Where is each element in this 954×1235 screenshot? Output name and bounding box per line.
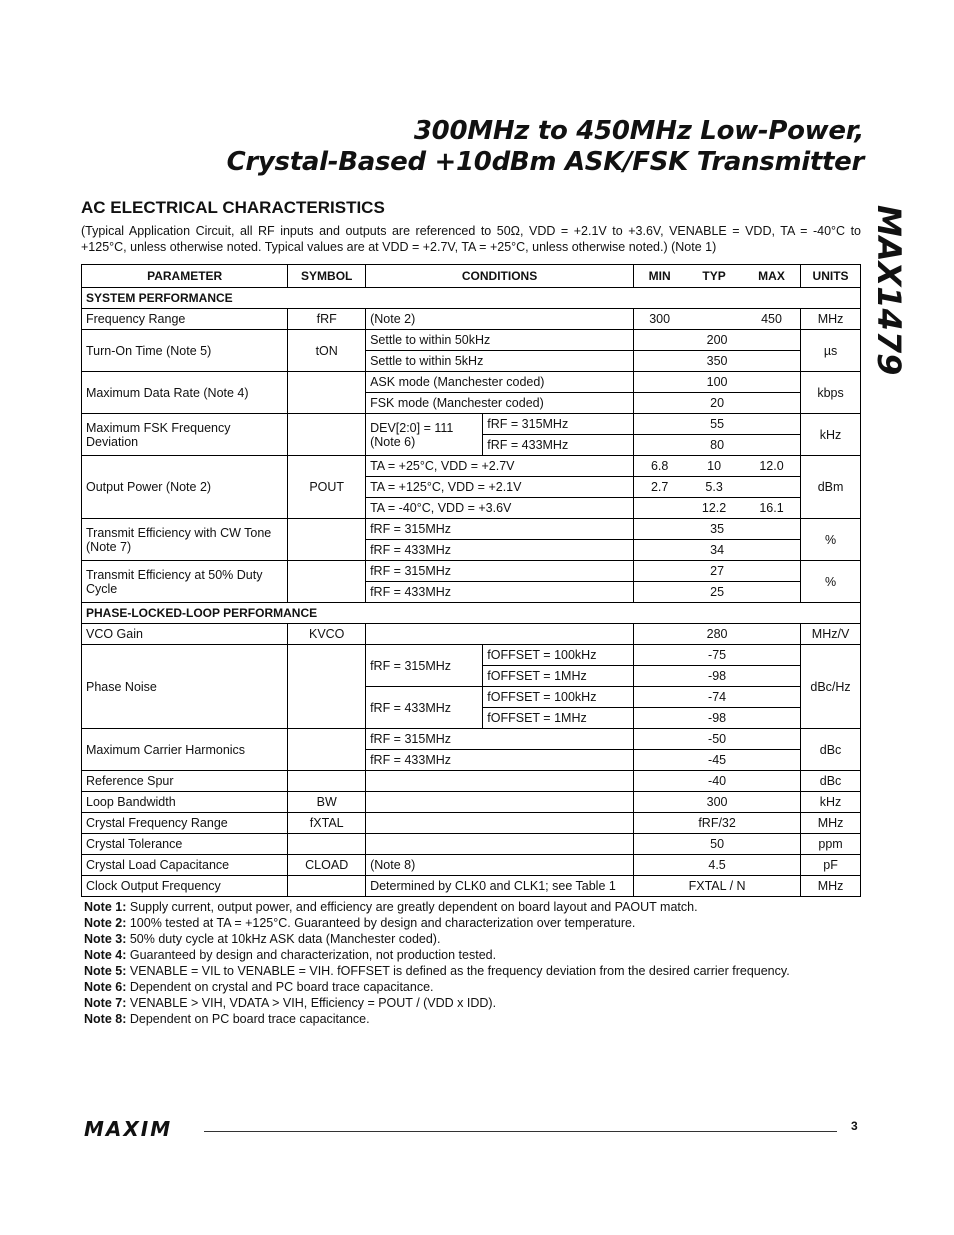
note-item: Note 1: Supply current, output power, and efficiency are greatly dependent on board layout and PAOUT match. (84, 900, 698, 914)
typ-cell: -45 (634, 750, 801, 771)
param-cell: VCO Gain (82, 624, 288, 645)
cond-cell: fRF = 315MHz (366, 729, 634, 750)
param-cell: Transmit Efficiency at 50% Duty Cycle (82, 561, 288, 603)
min-cell: 300 (634, 309, 686, 330)
table-row (82, 792, 861, 813)
typ-cell: 200 (634, 330, 801, 351)
units-cell: % (801, 561, 861, 603)
table-row (82, 729, 861, 750)
cond-cell: fRF = 433MHz (366, 687, 483, 729)
symbol-cell: fRF (288, 309, 366, 330)
table-row (82, 624, 861, 645)
param-cell: Crystal Tolerance (82, 834, 288, 855)
cond-cell: fOFFSET = 100kHz (483, 645, 634, 666)
table-row (82, 813, 861, 834)
max-cell: 12.0 (743, 456, 801, 477)
units-cell: dBc (801, 729, 861, 771)
param-cell: Crystal Load Capacitance (82, 855, 288, 876)
cond-cell: Determined by CLK0 and CLK1; see Table 1 (366, 876, 634, 897)
cond-cell: fOFFSET = 1MHz (483, 708, 634, 729)
typ-cell: -98 (634, 666, 801, 687)
section-label: PHASE-LOCKED-LOOP PERFORMANCE (82, 603, 861, 624)
note-item: Note 5: VENABLE = VIL to VENABLE = VIH. fOFFSET is defined as the frequency deviation from the desired carrier frequency. (84, 964, 790, 978)
footer-divider (204, 1131, 837, 1132)
typ-cell: 80 (634, 435, 801, 456)
typ-cell: -40 (634, 771, 801, 792)
col-header: SYMBOL (288, 265, 366, 288)
table-row (82, 771, 861, 792)
max-cell: 16.1 (743, 498, 801, 519)
typ-cell: 50 (634, 834, 801, 855)
ac-characteristics-table (81, 264, 861, 897)
param-cell: Transmit Efficiency with CW Tone (Note 7) (82, 519, 288, 561)
note-item: Note 2: 100% tested at TA = +125°C. Guaranteed by design and characterization over temperature. (84, 916, 636, 930)
cond-cell: fRF = 315MHz (483, 414, 634, 435)
cond-cell: fRF = 433MHz (366, 582, 634, 603)
param-cell: Frequency Range (82, 309, 288, 330)
typ-cell: 10 (685, 456, 743, 477)
units-cell: MHz (801, 876, 861, 897)
typ-cell: 35 (634, 519, 801, 540)
typ-cell: FXTAL / N (634, 876, 801, 897)
col-header: PARAMETER (82, 265, 288, 288)
table-row (82, 876, 861, 897)
min-cell: 6.8 (634, 456, 686, 477)
col-header: TYP (685, 265, 743, 288)
symbol-cell: KVCO (288, 624, 366, 645)
table-header-row (82, 265, 861, 288)
section-row (82, 288, 861, 309)
units-cell: MHz (801, 309, 861, 330)
units-cell: kHz (801, 414, 861, 456)
cond-cell: TA = -40°C, VDD = +3.6V (366, 498, 634, 519)
param-cell: Reference Spur (82, 771, 288, 792)
table-row (82, 414, 861, 435)
col-header: MAX (743, 265, 801, 288)
units-cell: kHz (801, 792, 861, 813)
param-cell: Maximum Data Rate (Note 4) (82, 372, 288, 414)
symbol-cell: CLOAD (288, 855, 366, 876)
cond-cell: DEV[2:0] = 111 (Note 6) (366, 414, 483, 456)
cond-cell: fRF = 315MHz (366, 645, 483, 687)
cond-cell: Settle to within 5kHz (366, 351, 634, 372)
page-number: 3 (851, 1119, 858, 1133)
typ-cell: 12.2 (685, 498, 743, 519)
cond-cell: fOFFSET = 100kHz (483, 687, 634, 708)
symbol-cell: fXTAL (288, 813, 366, 834)
typ-cell: -74 (634, 687, 801, 708)
table-row (82, 561, 861, 582)
section-title: AC ELECTRICAL CHARACTERISTICS (81, 198, 385, 217)
typ-cell: -98 (634, 708, 801, 729)
cond-cell: (Note 8) (366, 855, 634, 876)
cond-cell: fRF = 433MHz (483, 435, 634, 456)
units-cell: dBm (801, 456, 861, 519)
units-cell: MHz (801, 813, 861, 834)
symbol-cell: BW (288, 792, 366, 813)
cond-cell: fRF = 433MHz (366, 540, 634, 561)
units-cell: % (801, 519, 861, 561)
part-number: MAX1479 (870, 205, 908, 376)
note-item: Note 6: Dependent on crystal and PC board trace capacitance. (84, 980, 434, 994)
maxim-logo: MAXIM (84, 1117, 173, 1141)
units-cell: ppm (801, 834, 861, 855)
param-cell: Turn-On Time (Note 5) (82, 330, 288, 372)
section-label: SYSTEM PERFORMANCE (82, 288, 861, 309)
typ-cell: 55 (634, 414, 801, 435)
param-cell: Output Power (Note 2) (82, 456, 288, 519)
table-row (82, 645, 861, 666)
page-title (227, 116, 864, 178)
table-row (82, 372, 861, 393)
col-header: CONDITIONS (366, 265, 634, 288)
table-row (82, 330, 861, 351)
conditions-text: (Typical Application Circuit, all RF inputs and outputs are referenced to 50Ω, VDD = +2.1V to +3.6V, VENABLE = VDD, TA = -40°C to +125°C, unless otherwise noted. Typical values are at VDD = +2.7V, TA = +25°C, unless otherwise noted.) (Note 1) (81, 224, 861, 254)
title-line-1: 300MHz to 450MHz Low-Power, (413, 116, 864, 146)
min-cell: 2.7 (634, 477, 686, 498)
units-cell: MHz/V (801, 624, 861, 645)
units-cell: dBc/Hz (801, 645, 861, 729)
table-row (82, 834, 861, 855)
symbol-cell: POUT (288, 456, 366, 519)
note-item: Note 4: Guaranteed by design and characterization, not production tested. (84, 948, 497, 962)
cond-cell: Settle to within 50kHz (366, 330, 634, 351)
cond-cell: fRF = 315MHz (366, 561, 634, 582)
param-cell: Loop Bandwidth (82, 792, 288, 813)
cond-cell: fOFFSET = 1MHz (483, 666, 634, 687)
typ-cell: 300 (634, 792, 801, 813)
cond-cell: TA = +125°C, VDD = +2.1V (366, 477, 634, 498)
cond-cell: fRF = 315MHz (366, 519, 634, 540)
typ-cell: 100 (634, 372, 801, 393)
param-cell: Maximum Carrier Harmonics (82, 729, 288, 771)
units-cell: pF (801, 855, 861, 876)
max-cell: 450 (743, 309, 801, 330)
param-cell: Phase Noise (82, 645, 288, 729)
typ-cell: 34 (634, 540, 801, 561)
units-cell: µs (801, 330, 861, 372)
cond-cell: TA = +25°C, VDD = +2.7V (366, 456, 634, 477)
typ-cell: -75 (634, 645, 801, 666)
typ-cell: 20 (634, 393, 801, 414)
units-cell: kbps (801, 372, 861, 414)
cond-cell: (Note 2) (366, 309, 634, 330)
typ-cell: 350 (634, 351, 801, 372)
section-row (82, 603, 861, 624)
typ-cell: 25 (634, 582, 801, 603)
typ-cell: fRF/32 (634, 813, 801, 834)
col-header: MIN (634, 265, 686, 288)
table-row (82, 519, 861, 540)
cond-cell: fRF = 433MHz (366, 750, 634, 771)
table-row (82, 456, 861, 477)
note-item: Note 8: Dependent on PC board trace capacitance. (84, 1012, 370, 1026)
typ-cell: 4.5 (634, 855, 801, 876)
table-row (82, 309, 861, 330)
note-item: Note 7: VENABLE > VIH, VDATA > VIH, Efficiency = POUT / (VDD x IDD). (84, 996, 497, 1010)
title-line-2: Crystal-Based +10dBm ASK/FSK Transmitter (226, 147, 864, 177)
note-item: Note 3: 50% duty cycle at 10kHz ASK data (Manchester coded). (84, 932, 441, 946)
col-header: UNITS (801, 265, 861, 288)
notes-list (84, 899, 790, 1027)
param-cell: Maximum FSK Frequency Deviation (82, 414, 288, 456)
cond-cell: FSK mode (Manchester coded) (366, 393, 634, 414)
units-cell: dBc (801, 771, 861, 792)
cond-cell: ASK mode (Manchester coded) (366, 372, 634, 393)
part-number-sidebar (868, 205, 912, 376)
table-row (82, 855, 861, 876)
param-cell: Clock Output Frequency (82, 876, 288, 897)
typ-cell: 280 (634, 624, 801, 645)
symbol-cell: tON (288, 330, 366, 372)
typ-cell: 27 (634, 561, 801, 582)
typ-cell: 5.3 (685, 477, 743, 498)
param-cell: Crystal Frequency Range (82, 813, 288, 834)
typ-cell: -50 (634, 729, 801, 750)
